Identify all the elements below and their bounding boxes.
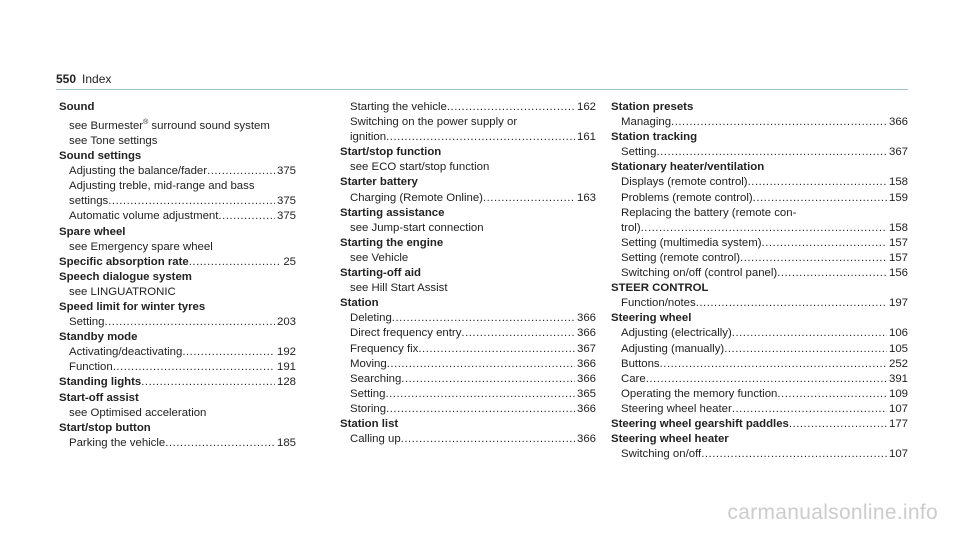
page-ref: 159 bbox=[888, 191, 908, 204]
page-number: 550 bbox=[56, 72, 77, 86]
index-entry-start-stop-function bbox=[340, 145, 596, 175]
sub-entry: Managing ..... 366 bbox=[611, 115, 908, 130]
page-ref: 177 bbox=[888, 417, 908, 430]
index-entry-station-tracking bbox=[611, 130, 908, 160]
index-entry-title: Station presets bbox=[611, 101, 694, 113]
index-entry-steering-wheel-heater bbox=[611, 432, 908, 462]
sub-entry: Switching on/off (control panel) ..... 156 bbox=[611, 266, 908, 281]
index-entry-starting-engine bbox=[340, 236, 596, 266]
page-section-title: Index bbox=[82, 72, 112, 86]
index-entry-title: Starter battery bbox=[340, 176, 418, 189]
sub-entry: Adjusting the balance/fader ..... 375 bbox=[59, 164, 296, 179]
sub-entry: Moving ..... 366 bbox=[340, 357, 596, 372]
page-ref: 185 bbox=[276, 436, 296, 449]
index-entry-title: Standing lights bbox=[59, 376, 142, 389]
page-ref: 107 bbox=[888, 402, 908, 415]
page-ref: 158 bbox=[888, 221, 908, 234]
index-entry-title: STEER CONTROL bbox=[611, 282, 709, 295]
sub-entry: Care ..... 391 bbox=[611, 372, 908, 387]
index-entry-title: Station bbox=[340, 297, 379, 310]
sub-entry: ignition ..... 161 bbox=[340, 130, 596, 145]
page-ref: 163 bbox=[576, 191, 596, 204]
index-entry-station-presets bbox=[611, 100, 908, 130]
page-ref: 128 bbox=[276, 376, 296, 389]
sub-entry: Operating the memory function ..... 109 bbox=[611, 387, 908, 402]
index-entry-station bbox=[340, 296, 596, 417]
index-entry-title: Standby mode bbox=[59, 331, 138, 344]
index-entry-start-off-assist bbox=[59, 391, 296, 421]
index-entry-title: Stationary heater/ventilation bbox=[611, 161, 765, 174]
sub-entry: trol) ..... 158 bbox=[611, 221, 908, 236]
header-rule bbox=[56, 89, 908, 90]
index-entry-title: Steering wheel bbox=[611, 312, 692, 325]
sub-entry: Starting the vehicle ..... 162 bbox=[340, 100, 596, 115]
index-entry-spare-wheel bbox=[59, 225, 296, 255]
index-entry-steering-wheel bbox=[611, 311, 908, 417]
sub-entry: Activating/deactivating ..... 192 bbox=[59, 345, 296, 360]
index-entry-steer-control bbox=[611, 281, 908, 311]
sub-entry: Function/notes ..... 197 bbox=[611, 296, 908, 311]
index-entry-title: Starting assistance bbox=[340, 206, 445, 219]
page-ref: 367 bbox=[576, 342, 596, 355]
index-entry-title: Starting-off aid bbox=[340, 267, 421, 280]
sub-entry: Parking the vehicle ..... 185 bbox=[59, 436, 296, 451]
index-entry-title: Specific absorption rate bbox=[59, 255, 189, 268]
index-column-1 bbox=[59, 100, 296, 451]
index-entry-sound-settings bbox=[59, 149, 296, 224]
sub-entry: Switching on the power supply or bbox=[350, 116, 518, 129]
page-ref: 197 bbox=[888, 297, 908, 310]
page-ref: 366 bbox=[576, 402, 596, 415]
sub-entry: see Vehicle bbox=[350, 251, 409, 264]
page-ref: 366 bbox=[576, 357, 596, 370]
index-entry-title: Steering wheel gearshift paddles bbox=[611, 417, 789, 430]
sub-entry: Storing ..... 366 bbox=[340, 402, 596, 417]
index-entry-start-stop-button bbox=[59, 421, 296, 451]
index-entry-title: Speed limit for winter tyres bbox=[59, 301, 206, 314]
index-column-3 bbox=[611, 100, 908, 462]
index-entry-speech-dialogue bbox=[59, 270, 296, 300]
sub-entry: Automatic volume adjustment ..... 375 bbox=[59, 209, 296, 224]
page-ref: 375 bbox=[276, 195, 296, 208]
index-entry-starting-off-aid bbox=[340, 266, 596, 296]
sub-entry: Switching on/off ..... 107 bbox=[611, 447, 908, 462]
page-ref: 366 bbox=[888, 116, 908, 129]
sub-entry: Steering wheel heater ..... 107 bbox=[611, 402, 908, 417]
index-entry-continued bbox=[340, 100, 596, 145]
sub-entry: Adjusting (manually) ..... 105 bbox=[611, 342, 908, 357]
index-entry-title: Start/stop button bbox=[59, 421, 151, 434]
sub-entry: see Emergency spare wheel bbox=[69, 240, 213, 253]
index-entry-standby bbox=[59, 330, 296, 375]
page-ref: 156 bbox=[888, 267, 908, 280]
sub-entry: Setting (remote control) ..... 157 bbox=[611, 251, 908, 266]
index-entry-station-list bbox=[340, 417, 596, 447]
sub-entry: settings ..... 375 bbox=[59, 194, 296, 209]
page-ref: 191 bbox=[276, 361, 296, 374]
sub-entry: see Hill Start Assist bbox=[350, 282, 448, 295]
sub-entry: Deleting ..... 366 bbox=[340, 311, 596, 326]
index-entry-title: Sound settings bbox=[59, 150, 142, 163]
sub-entry: Adjusting treble, mid-range and bass bbox=[69, 180, 255, 193]
page-ref: 391 bbox=[888, 372, 908, 385]
sub-entry: Problems (remote control) ..... 159 bbox=[611, 191, 908, 206]
page-ref: 161 bbox=[576, 131, 596, 144]
index-entry-title: Station tracking bbox=[611, 131, 698, 144]
page-ref: 106 bbox=[888, 327, 908, 340]
sub-entry: see LINGUATRONIC bbox=[69, 285, 176, 298]
page-ref: 366 bbox=[576, 433, 596, 446]
page-ref: 366 bbox=[576, 327, 596, 340]
page-ref: 157 bbox=[888, 251, 908, 264]
watermark: carmanualsonline.info bbox=[727, 501, 938, 524]
sub-entry: Function ..... 191 bbox=[59, 360, 296, 375]
page-ref: 375 bbox=[276, 210, 296, 223]
index-entry-speed-limit bbox=[59, 300, 296, 330]
sub-entry: Searching ..... 366 bbox=[340, 372, 596, 387]
page-ref: 192 bbox=[276, 346, 296, 359]
page-ref: 367 bbox=[888, 146, 908, 159]
sub-entry: Replacing the battery (remote con- bbox=[621, 206, 797, 219]
sub-entry: see Tone settings bbox=[69, 134, 158, 147]
page-ref: 365 bbox=[576, 387, 596, 400]
page-ref: 366 bbox=[576, 312, 596, 325]
index-entry-standing-lights bbox=[59, 375, 296, 390]
sub-entry: Charging (Remote Online) ..... 163 bbox=[340, 191, 596, 206]
index-column-2 bbox=[340, 100, 596, 447]
page-ref: 105 bbox=[888, 342, 908, 355]
sub-entry: Setting ..... 367 bbox=[611, 145, 908, 160]
page-ref: 366 bbox=[576, 372, 596, 385]
index-entry-title: Start-off assist bbox=[59, 391, 139, 404]
sub-entry: see ECO start/stop function bbox=[350, 161, 490, 174]
index-entry-title: Speech dialogue system bbox=[59, 270, 192, 283]
sub-entry: see Optimised acceleration bbox=[69, 406, 207, 419]
sub-entry: Displays (remote control) ..... 158 bbox=[611, 175, 908, 190]
page-ref: 107 bbox=[888, 448, 908, 461]
sub-entry: Adjusting (electrically) ..... 106 bbox=[611, 326, 908, 341]
index-entry-title: Station list bbox=[340, 417, 399, 430]
sub-entry: Setting ..... 203 bbox=[59, 315, 296, 330]
index-entry-title: Sound bbox=[59, 101, 95, 113]
page-ref: 158 bbox=[888, 176, 908, 189]
sub-entry: Calling up ..... 366 bbox=[340, 432, 596, 447]
index-entry-gearshift-paddles bbox=[611, 417, 908, 432]
page-ref: 252 bbox=[888, 357, 908, 370]
page-ref: 162 bbox=[576, 101, 596, 113]
page-ref: 157 bbox=[888, 236, 908, 249]
sub-entry: Frequency fix ..... 367 bbox=[340, 342, 596, 357]
page-ref: 109 bbox=[888, 387, 908, 400]
index-entry-title: Starting the engine bbox=[340, 236, 444, 249]
sub-entry: see Burmester® surround sound system bbox=[69, 119, 270, 132]
page-ref: 375 bbox=[276, 165, 296, 178]
index-entry-title: Steering wheel heater bbox=[611, 433, 729, 446]
sub-entry: Setting (multimedia system) ..... 157 bbox=[611, 236, 908, 251]
index-entry-starting-assistance bbox=[340, 206, 596, 236]
index-entry-sound bbox=[59, 100, 296, 149]
page-ref: 203 bbox=[276, 316, 296, 329]
index-entry-specific-absorption bbox=[59, 255, 296, 270]
sub-entry: Direct frequency entry ..... 366 bbox=[340, 326, 596, 341]
index-entry-title: Start/stop function bbox=[340, 146, 442, 159]
sub-entry: Setting ..... 365 bbox=[340, 387, 596, 402]
index-entry-starter-battery bbox=[340, 175, 596, 205]
index-entry-stationary-heater bbox=[611, 160, 908, 281]
page-header bbox=[56, 72, 111, 86]
page-ref: 25 bbox=[283, 255, 296, 268]
sub-entry: Buttons ..... 252 bbox=[611, 357, 908, 372]
sub-entry: see Jump-start connection bbox=[350, 221, 484, 234]
index-entry-title: Spare wheel bbox=[59, 225, 126, 238]
